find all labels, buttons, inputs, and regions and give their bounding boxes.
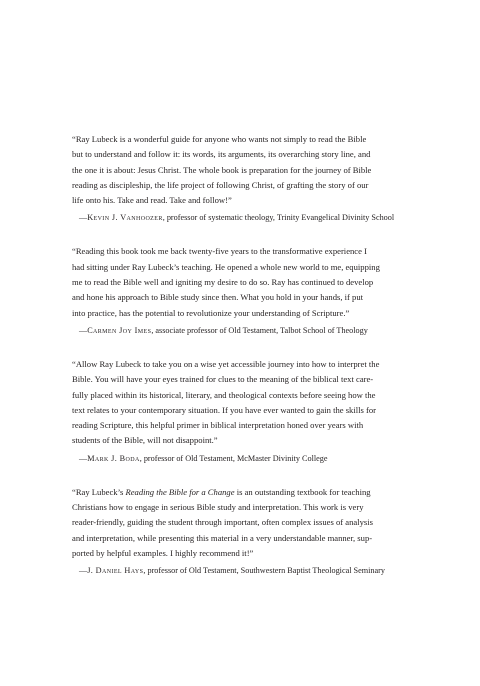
endorser-name: Carmen Joy Imes [87, 325, 152, 335]
attribution-dash: — [79, 566, 88, 576]
attribution-dash: — [79, 213, 88, 223]
attribution-dash: — [79, 453, 88, 463]
endorsement-quote: “Ray Lubeck’s Reading the Bible for a Change is an outstanding textbook for teaching Christians how to engage in serious Bible study and interpretation. This work is very reader-friendly, guiding the student through important, often complex issues of analysis and interpretation, while presenting this material in a very understandable manner, sup- ported by helpful examples. I highly recommend it!” [72, 486, 373, 558]
endorsement-attribution [79, 324, 428, 338]
endorsements-page [72, 132, 428, 597]
endorsement-hays [72, 485, 428, 578]
endorsement-attribution [79, 211, 428, 225]
endorser-title: , professor of Old Testament, McMaster Divinity College [139, 453, 328, 463]
endorser-name: Mark J. Boda [87, 453, 140, 463]
endorsement-boda [72, 357, 428, 466]
attribution-dash: — [79, 325, 88, 335]
book-title: Reading the Bible for a Change [125, 486, 235, 497]
endorser-title: , associate professor of Old Testament, Talbot School of Theology [151, 325, 368, 335]
endorser-name: J. Daniel Hays [87, 566, 144, 576]
endorsement-quote: “Ray Lubeck is a wonderful guide for anyone who wants not simply to read the Bible but to understand and follow it: its words, its arguments, its overarching story line, and the one it is about: Jesus Christ. The whole book is preparation for the journey of Bible reading as discipleship, the life project of following Christ, of grafting the story of our life onto his. Take and read. Take and follow!” [72, 134, 372, 206]
endorsement-quote: “Reading this book took me back twenty-five years to the transformative experience I had sitting under Ray Lubeck’s teaching. He opened a whole new world to me, equipping me to read the Bible well and igniting my desire to do so. Ray has continued to develop and hone his approach to Bible study since then. What you hold in your hands, if put into practice, has the potential to revolutionize your understanding of Scripture.” [72, 246, 380, 318]
endorsement-quote: “Allow Ray Lubeck to take you on a wise yet accessible journey into how to interpret the Bible. You will have your eyes trained for clues to the meaning of the biblical text care- fully placed within its historical, literary, and theological contexts before seeing how the text relates to your contemporary situation. If you have ever wanted to gain the skills for reading Scripture, this helpful primer in biblical interpretation honed over years with students of the Bible, will not disappoint.” [72, 358, 380, 446]
endorser-name: Kevin J. Vanhoozer [87, 213, 163, 223]
endorsement-attribution [79, 452, 428, 466]
endorsement-vanhoozer [72, 132, 428, 225]
endorser-title: , professor of Old Testament, Southwestern Baptist Theological Seminary [143, 566, 385, 576]
endorsement-imes [72, 244, 428, 337]
endorsement-attribution [79, 564, 428, 578]
endorser-title: , professor of systematic theology, Trinity Evangelical Divinity School [162, 213, 395, 223]
